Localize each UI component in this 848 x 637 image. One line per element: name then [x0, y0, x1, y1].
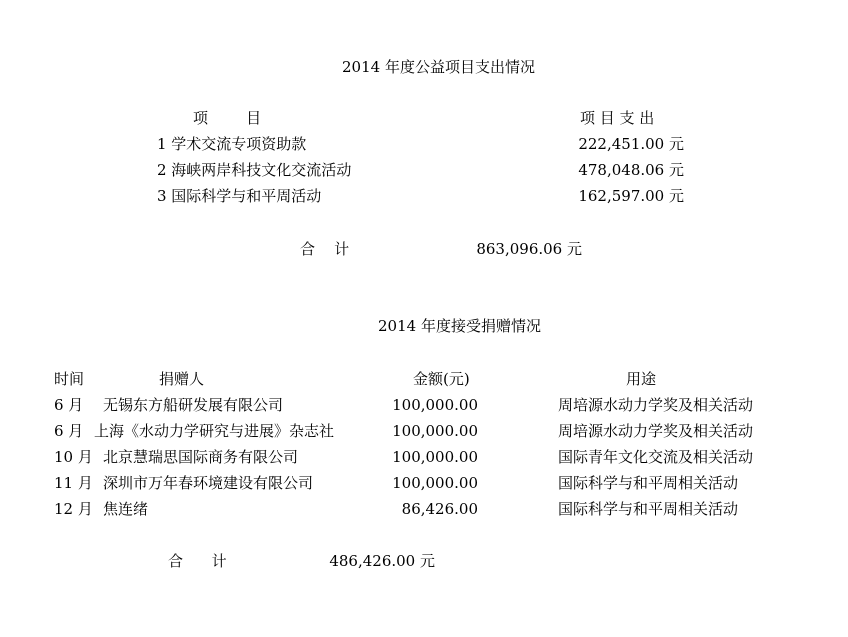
donation-row-purpose: 国际青年文化交流及相关活动 — [558, 448, 754, 466]
donation-row-donor: 无锡东方船研发展有限公司 — [103, 396, 284, 414]
expense-row-name: 3 国际科学与和平周活动 — [157, 187, 322, 205]
donation-row-amount: 100,000.00 — [392, 474, 478, 492]
donation-row-amount: 100,000.00 — [392, 448, 478, 466]
donation-row-donor: 北京慧瑞思国际商务有限公司 — [103, 448, 299, 466]
donations-header-time: 时间 — [54, 370, 85, 388]
donation-row-month: 12 月 — [54, 500, 93, 518]
donation-row-purpose: 国际科学与和平周相关活动 — [558, 474, 739, 492]
donations-total-value: 486,426.00 元 — [329, 552, 435, 570]
donations-header-purpose: 用途 — [626, 370, 657, 388]
donation-row-donor: 焦连绪 — [103, 500, 149, 518]
expenses-title: 2014 年度公益项目支出情况 — [342, 58, 535, 76]
donation-row-donor: 深圳市万年春环境建设有限公司 — [103, 474, 314, 492]
expenses-header-item: 项 目 — [193, 109, 262, 127]
expense-row-name: 2 海峡两岸科技文化交流活动 — [157, 161, 352, 179]
expense-row-amount: 478,048.06 元 — [578, 161, 684, 179]
donation-row-purpose: 周培源水动力学奖及相关活动 — [558, 396, 754, 414]
expenses-total-value: 863,096.06 元 — [476, 240, 582, 258]
donation-row-amount: 100,000.00 — [392, 422, 478, 440]
donation-row-amount: 86,426.00 — [401, 500, 478, 518]
donation-row-donor: 上海《水动力学研究与进展》杂志社 — [94, 422, 335, 440]
donations-header-donor: 捐赠人 — [159, 370, 205, 388]
expense-row-amount: 222,451.00 元 — [578, 135, 684, 153]
expense-row-amount: 162,597.00 元 — [578, 187, 684, 205]
donation-row-month: 11 月 — [54, 474, 93, 492]
donation-row-month: 6 月 — [54, 422, 84, 440]
donations-header-amount: 金额(元) — [413, 370, 470, 388]
donation-row-purpose: 周培源水动力学奖及相关活动 — [558, 422, 754, 440]
expenses-total-label: 合 计 — [300, 240, 350, 258]
expenses-header-amount: 项 目 支 出 — [580, 109, 655, 127]
donations-total-label: 合 计 — [168, 552, 227, 570]
donations-title: 2014 年度接受捐赠情况 — [378, 317, 541, 335]
donation-row-purpose: 国际科学与和平周相关活动 — [558, 500, 739, 518]
donation-row-month: 10 月 — [54, 448, 93, 466]
donation-row-month: 6 月 — [54, 396, 84, 414]
expense-row-name: 1 学术交流专项资助款 — [157, 135, 307, 153]
donation-row-amount: 100,000.00 — [392, 396, 478, 414]
